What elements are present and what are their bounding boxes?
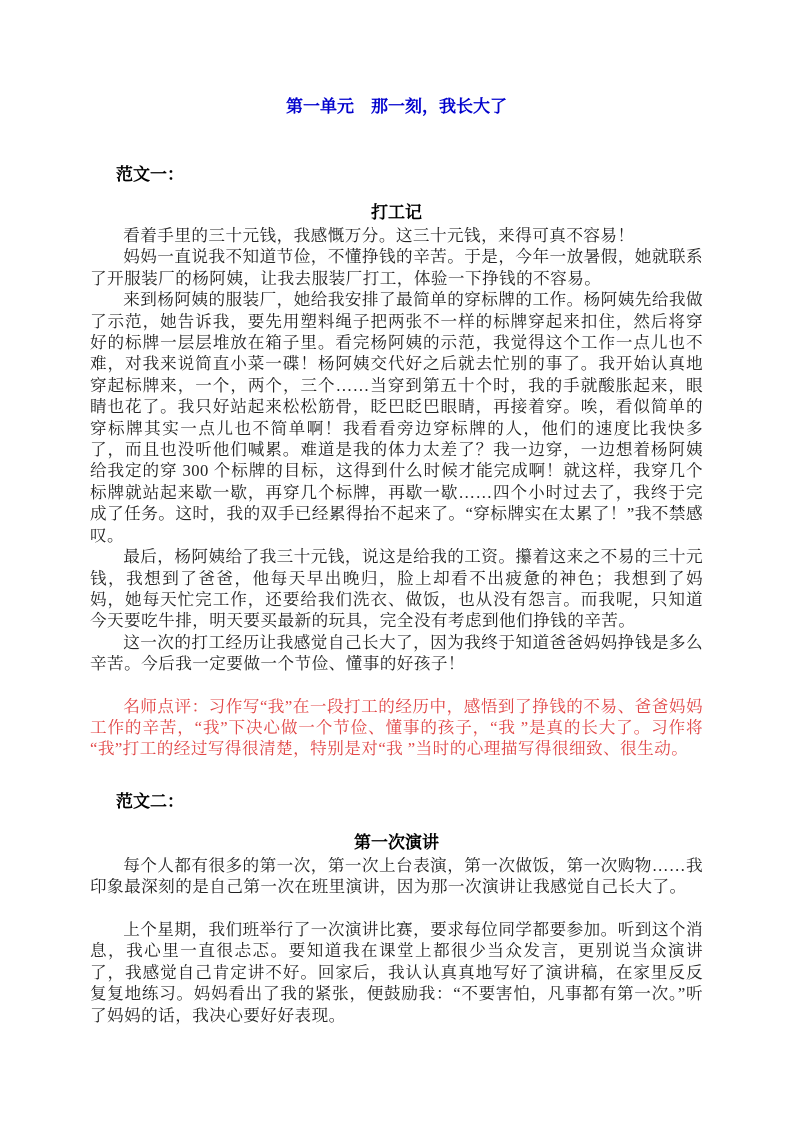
essay-1-paragraph: 最后，杨阿姨给了我三十元钱，说这是给我的工资。攥着这来之不易的三十元钱，我想到了爸爸，他每天早出晚归，脸上却看不出疲惫的神色；我想到了妈妈，她每天忙完工作，还要给我们洗衣、做饭，也从没有怨言。而我呢，只知道今天要吃牛排，明天要买最新的玩具，完全没有考虑到他们挣钱的辛苦。 — [90, 547, 703, 631]
essay-2-paragraph: 每个人都有很多的第一次，第一次上台表演，第一次做饭，第一次购物……我印象最深刻的是自己第一次在班里演讲，因为那一次演讲让我感觉自己长大了。 — [90, 855, 703, 897]
essay-1-paragraph: 妈妈一直说我不知道节俭，不懂挣钱的辛苦。于是，今年一放暑假，她就联系了开服装厂的杨阿姨，让我去服装厂打工，体验一下挣钱的不容易。 — [90, 247, 703, 288]
essay-2-section — [90, 791, 703, 1026]
essay-1-paragraph: 来到杨阿姨的服装厂，她给我安排了最简单的穿标牌的工作。杨阿姨先给我做了示范，她告诉我，要先用塑料绳子把两张不一样的标牌穿起来扣住，然后将穿好的标牌一层层堆放在箱子里。看完杨阿姨的示范，我觉得这个工作一点儿也不难，对我来说简直小菜一碟！杨阿姨交代好之后就去忙别的事了。我开始认真地穿起标牌来，一个，两个，三个……当穿到第五十个时，我的手就酸胀起来，眼睛也花了。我只好站起来松松筋骨，眨巴眨巴眼睛，再接着穿。唉，看似简单的穿标牌其实一点儿也不简单啊！我看看旁边穿标牌的人，他们的速度比我快多了，而且也没听他们喊累。难道是我的体力太差了？我一边穿，一边想着杨阿姨给我定的穿 300 个标牌的目标，这得到什么时候才能完成啊！就这样，我穿几个标牌就站起来歇一歇，再穿几个标牌，再歇一歇……四个小时过去了，我终于完成了任务。这时，我的双手已经累得抬不起来了。“穿标牌实在太累了！”我不禁感叹。 — [90, 290, 703, 545]
essay-1-section — [90, 164, 703, 760]
teacher-comment: 名师点评：习作写“我”在一段打工的经历中，感悟到了挣钱的不易、爸爸妈妈工作的辛苦，“我”下决心做一个节俭、懂事的孩子，“我 ”是真的长大了。习作将“我”打工的经过写得很清楚，特别是对“我 ”当时的心理描写得很细致、很生动。 — [90, 696, 703, 759]
unit-title: 第一单元 那一刻，我长大了 — [286, 97, 507, 116]
essay-2-label: 范文二： — [116, 791, 184, 811]
essay-1-paragraph: 看着手里的三十元钱，我感慨万分。这三十元钱，来得可真不容易！ — [123, 226, 635, 245]
essay-1-title: 打工记 — [371, 203, 422, 222]
essay-2-title: 第一次演讲 — [354, 832, 439, 852]
essay-2-paragraph: 上个星期，我们班举行了一次演讲比赛，要求每位同学都要参加。听到这个消息，我心里一直很忐忑。要知道我在课堂上都很少当众发言，更别说当众演讲了，我感觉自己肯定讲不好。回家后，我认认真真地写好了演讲稿，在家里反反复复地练习。妈妈看出了我的紧张，便鼓励我：“不要害怕，凡事都有第一次。”听了妈妈的话，我决心要好好表现。 — [90, 919, 703, 1025]
essay-1-label: 范文一： — [116, 165, 184, 184]
essay-1-paragraph: 这一次的打工经历让我感觉自己长大了，因为我终于知道爸爸妈妈挣钱是多么辛苦。今后我一定要做一个节俭、懂事的好孩子！ — [90, 632, 703, 674]
